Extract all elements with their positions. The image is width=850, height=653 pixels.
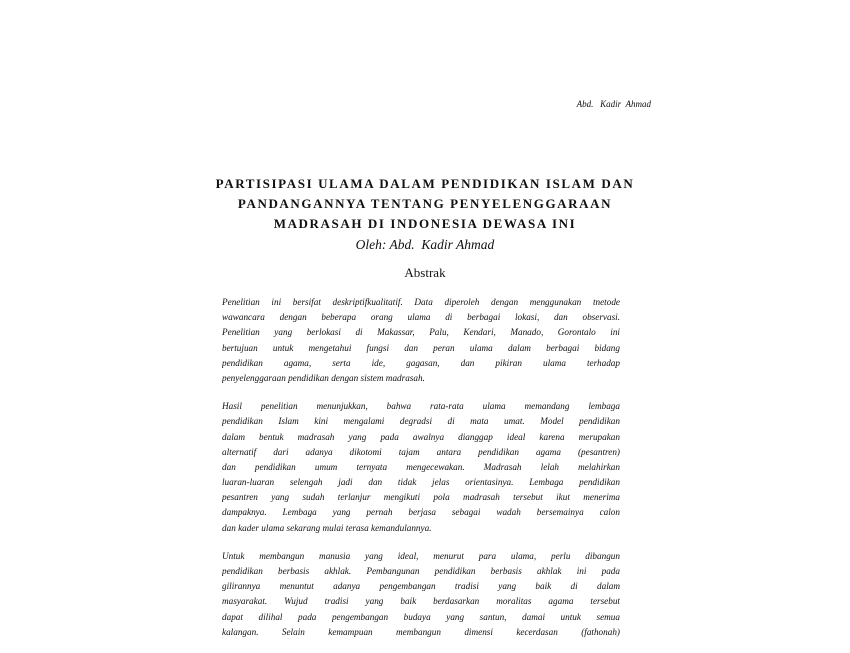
abstract-line: dan pendidikan umum ternyata mengecewakan. Madrasah lelah melahirkan	[222, 461, 620, 472]
abstract-paragraph-3	[222, 549, 620, 640]
abstract-line: Penelitian yang berlokasi di Makassar, Palu, Kendari, Manado, Gorontalo ini	[222, 327, 620, 338]
abstract-line: Penelitian ini bersifat deskriptifkualitatif. Data diperoleh dengan menggunakan tnetode	[222, 297, 620, 307]
abstract-line: pendidikan berbasis akhlak. Pembangunan pendidikan berbasis akhlak ini pada	[222, 566, 620, 576]
abstract-line: dampaknya. Lembaga yang pernah berjasa sebagai wadah bersemainya calon	[222, 507, 620, 518]
abstract-paragraph-1	[222, 295, 620, 386]
abstract-line: Untuk membangun manusia yang ideal, menurut para ulama, perlu dibangun	[222, 550, 620, 561]
abstract-line: dalam bentuk madrasah yang pada awalnya dianggap ideal karena merupakan	[222, 431, 620, 442]
abstract-line: alternatif dari adanya dikotomi tajam antara pendidikan agama (pesantren)	[222, 446, 620, 457]
abstract-heading: Abstrak	[404, 265, 446, 280]
running-head: Abd. Kadir Ahmad	[576, 99, 651, 109]
abstract-line: gilirannya menuntut adanya pengembangan tradisi yang baik di dalam	[222, 581, 620, 592]
paper-title-line-2: PANDANGANNYA TENTANG PENYELENGGARAAN	[237, 196, 613, 211]
abstract-line: dapat dilihal pada pengembangan budaya yang santun, damai untuk semua	[222, 611, 620, 622]
paper-title-line-1: PARTISIPASI ULAMA DALAM PENDIDIKAN ISLAM DAN	[215, 176, 635, 191]
abstract-line: wawancara dengan beberapa orang ulama di berbagai lokasi, dan observasi.	[222, 312, 620, 323]
abstract-line: pendidikan Islam kini mengalami degradsi di mata umat. Model pendidikan	[222, 416, 620, 427]
abstract-line: luaran-luaran selengah jadi dan tidak jelas orientasinya. Lembaga pendidikan	[222, 477, 620, 488]
abstract-line: dan kader ulama sekarang mulai terasa kemandulannya.	[222, 522, 432, 533]
abstract-line: Hasil penelitian menunjukkan, bahwa rata-rata ulama memandang lembaga	[222, 401, 620, 412]
author-line: Oleh: Abd. Kadir Ahmad	[355, 237, 495, 252]
abstract-line: bertujuan untuk mengetahui fungsi dan peran ulama dalam berbagai bidang	[222, 342, 620, 353]
paper-title-line-3: MADRASAH DI INDONESIA DEWASA INI	[273, 216, 577, 231]
abstract-line: masyarakat. Wujud tradisi yang baik berdasarkan moralitas agama tersebut	[222, 596, 620, 607]
abstract-line: kalangan. Selain kemampuan membangun dimensi kecerdasan (fathonah)	[222, 626, 620, 637]
abstract-body	[222, 295, 620, 653]
abstract-line: pesantren yang sudah terlanjur mengikuti pola madrasah tersebut ikut menerima	[222, 492, 620, 503]
title-block	[0, 174, 850, 254]
abstract-line: penyelenggaraan pendidikan dengan sistem madrasah.	[222, 372, 425, 383]
abstract-paragraph-2	[222, 399, 620, 536]
abstract-line: pendidikan agama, serta ide, gagasan, dan pikiran ulama terhadap	[222, 357, 620, 368]
